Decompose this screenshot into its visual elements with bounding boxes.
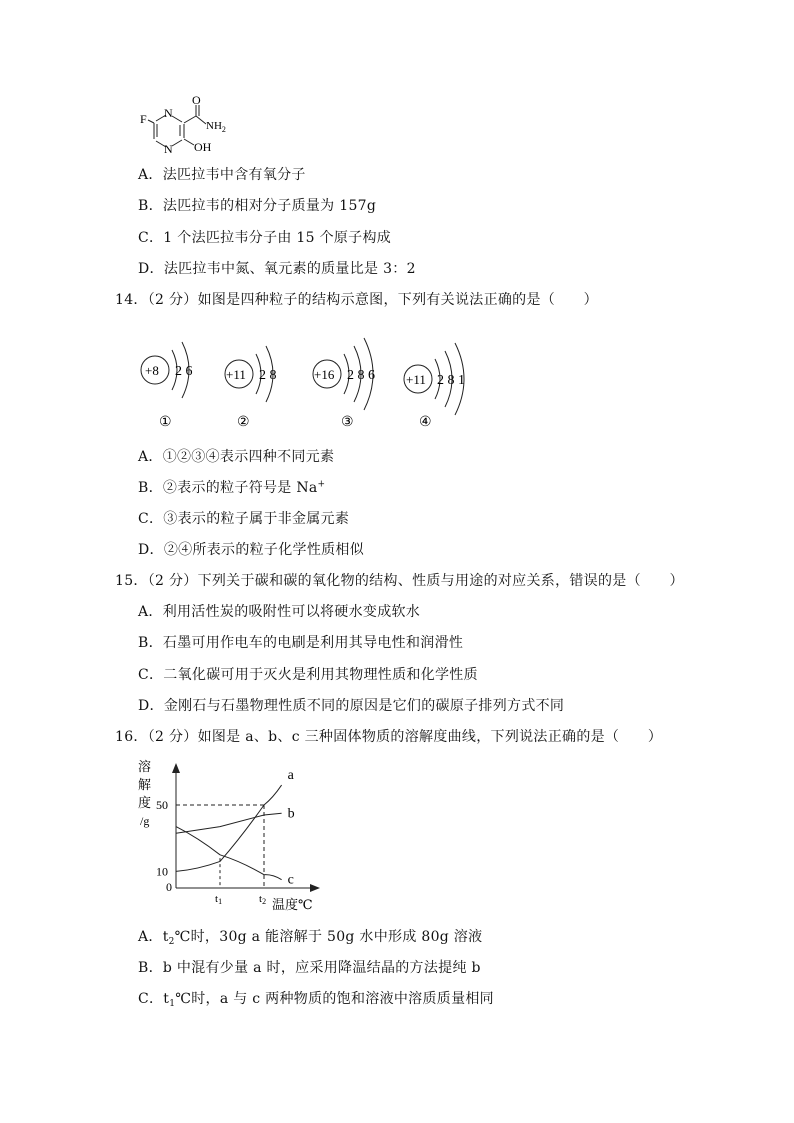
q16-option-c: C．$t_1℃$时，a 与 c 两种物质的饱和溶液中溶质质量相同 [138, 991, 494, 1009]
particle-2-nucleus: +11 [226, 367, 246, 382]
x-tick-t2: t2 [259, 893, 267, 906]
q15-option-c: C．二氧化碳可用于灭火是利用其物理性质和化学性质 [138, 667, 478, 683]
charge-superscript: + [317, 479, 326, 490]
q15-stem: 15．（2 分）下列关于碳和碳的氧化物的结构、性质与用途的对应关系，错误的是（ ） [115, 573, 684, 589]
q13-option-d: D．法匹拉韦中氮、氧元素的质量比是 3：2 [138, 261, 416, 277]
particle-3-nucleus: +16 [314, 367, 335, 382]
ylabel-char-3: 度 [138, 795, 152, 810]
particle-2-label: ② [237, 415, 250, 430]
atom-N-top: N [164, 106, 173, 120]
q15-option-a: A．利用活性炭的吸附性可以将硬水变成软水 [138, 604, 421, 620]
solubility-chart [130, 757, 330, 915]
particle-4-label: ④ [419, 415, 432, 430]
q15-option-d: D．金刚石与石墨物理性质不同的原因是它们的碳原子排列方式不同 [138, 698, 565, 714]
curve-a [176, 785, 282, 871]
particle-4-nucleus: +11 [406, 372, 426, 387]
ylabel-unit: /g [140, 814, 150, 828]
q16-option-a: A．$t_2℃$时，30g a 能溶解于 50g 水中形成 80g 溶液 [138, 929, 483, 947]
q14-option-a: A．①②③④表示四种不同元素 [138, 449, 335, 465]
curve-label-b: b [287, 806, 295, 822]
ylabel-char-1: 溶 [138, 759, 152, 774]
y-axis-arrow [172, 763, 180, 773]
curve-label-c: c [287, 872, 294, 888]
y-tick-10: 10 [156, 864, 168, 879]
atom-N-bottom: N [164, 142, 173, 156]
particle-1-label: ① [159, 415, 172, 430]
atom-F: F [140, 112, 147, 126]
q13-option-c: C．1 个法匹拉韦分子由 15 个原子构成 [138, 230, 392, 246]
particle-4-electrons: 2 8 1 [437, 373, 465, 388]
group-OH: OH [194, 140, 212, 154]
q16-option-b: B．b 中混有少量 a 时，应采用降温结晶的方法提纯 b [138, 960, 481, 976]
curve-c [176, 827, 282, 880]
xlabel: 温度℃ [272, 897, 313, 912]
q13-option-b: B．法匹拉韦的相对分子质量为 157g [138, 198, 377, 214]
q14-option-c: C．③表示的粒子属于非金属元素 [138, 511, 350, 527]
q13-option-a: A．法匹拉韦中含有氧分子 [138, 167, 306, 183]
q14-option-d: D．②④所表示的粒子化学性质相似 [138, 542, 365, 558]
x-axis-arrow [310, 884, 320, 892]
atomic-structure-diagrams [130, 322, 490, 434]
y-tick-50: 50 [156, 798, 168, 812]
q16-stem: 16．（2 分）如图是 a、b、c 三种固体物质的溶解度曲线，下列说法正确的是（ ） [115, 729, 663, 745]
particle-3-label: ③ [341, 415, 354, 430]
curve-b [176, 813, 282, 833]
origin-label: 0 [166, 880, 172, 894]
particle-2-electrons: 2 8 [259, 368, 277, 383]
curve-label-a: a [287, 768, 294, 784]
ylabel-char-2: 解 [138, 777, 152, 792]
particle-1-electrons: 2 6 [175, 364, 193, 379]
atom-O: O [192, 93, 201, 107]
particle-1-nucleus: +8 [145, 363, 159, 378]
q14-option-b: B．②表示的粒子符号是 Na+ [138, 479, 326, 496]
x-tick-t1: t1 [215, 893, 223, 906]
particle-3-electrons: 2 8 6 [347, 368, 375, 383]
group-NH2: $NH_2$ [206, 120, 226, 134]
q15-option-b: B．石墨可用作电车的电刷是利用其导电性和润滑性 [138, 635, 464, 651]
favipiravir-structure [130, 92, 250, 162]
q14-stem: 14．（2 分）如图是四种粒子的结构示意图，下列有关说法正确的是（ ） [115, 292, 598, 308]
